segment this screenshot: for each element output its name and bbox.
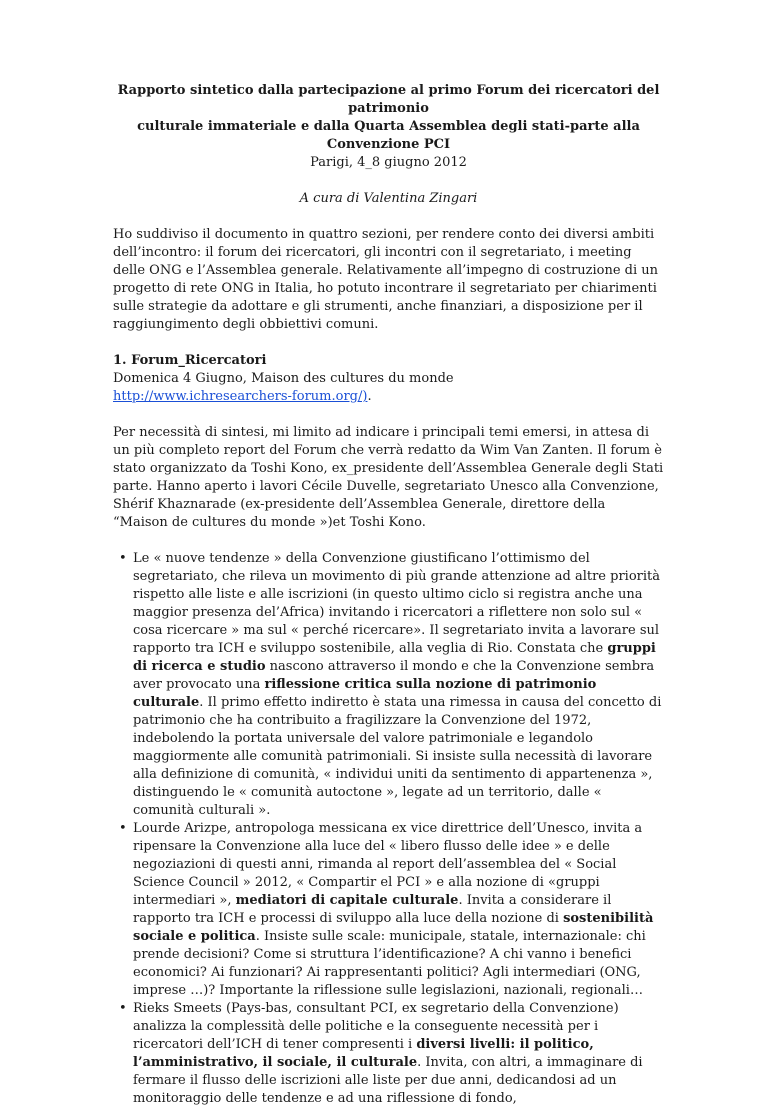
bullet-icon: • bbox=[119, 1001, 127, 1016]
bullet-list bbox=[113, 550, 664, 1108]
section-date-place: Domenica 4 Giugno, Maison des cultures du monde bbox=[113, 371, 454, 386]
link-paragraph bbox=[113, 388, 664, 406]
link-trailing-period: . bbox=[367, 389, 372, 404]
document-title-line1: Rapporto sintetico dalla partecipazione al primo Forum dei ricercatori del patrimonio bbox=[117, 83, 660, 116]
bullet-icon: • bbox=[119, 821, 127, 836]
section-1 bbox=[113, 352, 664, 1108]
place-date: Parigi, 4_8 giugno 2012 bbox=[310, 155, 467, 170]
list-item: • Rieks Smeets (Pays-bas, consultant PCI, ex segretario della Convenzione) analizza la complessità delle politiche e la conseguente necessità per i ricercatori dell’ICH di tener compresenti i diversi livelli: il politico, l’amministrativo, il sociale, il culturale. Invita, con altri, a immaginare di fermare il flusso delle iscrizioni alle liste per due anni, dedicandosi ad un monitoraggio delle tendenze e ad una riflessione di fondo, bbox=[119, 1001, 643, 1106]
section-heading: 1. Forum_Ricercatori bbox=[113, 353, 267, 368]
forum-link[interactable]: http://www.ichresearchers-forum.org/) bbox=[113, 389, 368, 404]
list-item: • Le « nuove tendenze » della Convenzione giustificano l’ottimismo del segretariato, che rileva un movimento di più grande attenzione ad altre priorità rispetto alle liste e alle iscrizioni (in questo ultimo ciclo si registra anche una maggior presenza del’Africa) invitando i ricercatori a riflettere non solo sul « cosa ricercare » ma sul « perché ricercare». Il segretariato invita a lavorare sul rapporto tra ICH e sviluppo sostenibile, alla veglia di Rio. Constata che gruppi di ricerca e studio nascono attraverso il mondo e che la Convenzione sembra aver provocato una riflessione critica sulla nozione di patrimonio culturale. Il primo effetto indiretto è stata una rimessa in causa del concetto di patrimonio che ha contribuito a fragilizzare la Convenzione del 1972, indebolendo la portata universale del valore patrimoniale e legandolo maggiormente alle comunità patrimoniali. Si insiste sulla necessità di lavorare alla definizione di comunità, « individui uniti da sentimento di appartenenza », distinguendo le « comunità autoctone », legate ad un territorio, dalle « comunità culturali ». bbox=[119, 551, 662, 818]
intro-paragraph: Ho suddiviso il documento in quattro sezioni, per rendere conto dei diversi ambiti dell’incontro: il forum dei ricercatori, gli incontri con il segretariato, i meeting delle ONG e l’Assemblea generale. Relativamente all’impegno di costruzione di un progetto di rete ONG in Italia, ho potuto incontrare il segretariato per chiarimenti sulle strategie da adottare e gli strumenti, anche finanziari, a disposizione per il raggiungimento degli obbiettivi comuni. bbox=[113, 227, 659, 332]
bullet-icon: • bbox=[119, 551, 127, 566]
summary-paragraph: Per necessità di sintesi, mi limito ad indicare i principali temi emersi, in attesa di un più completo report del Forum che verrà redatto da Wim Van Zanten. Il forum è stato organizzato da Toshi Kono, ex_presidente dell’Assemblea Generale degli Stati parte. Hanno aperto i lavori Cécile Duvelle, segretariato Unesco alla Convenzione, Shérif Khaznarade (ex-presidente dell’Assemblea Generale, direttore della “Maison de cultures du monde »)et Toshi Kono. bbox=[113, 425, 664, 530]
editor-credit: A cura di Valentina Zingari bbox=[299, 191, 478, 206]
document-title-line2: culturale immateriale e dalla Quarta Assemblea degli stati-parte alla Convenzione PCI bbox=[137, 119, 640, 152]
list-item: • Lourde Arizpe, antropologa messicana ex vice direttrice dell’Unesco, invita a ripensare la Convenzione alla luce del « libero flusso delle idee » e delle negoziazioni di questi anni, rimanda al report dell’assemblea del « Social Science Council » 2012, « Compartir el PCI » e alla nozione di «gruppi intermediari », mediatori di capitale culturale. Invita a considerare il rapporto tra ICH e processi di sviluppo alla luce della nozione di sostenibilità sociale e politica. Insiste sulle scale: municipale, statale, internazionale: chi prende decisioni? Come si struttura l’identificazione? A chi vanno i benefici economici? Ai funzionari? Ai rappresentanti politici? Agli intermediari (ONG, imprese …)? Importante la riflessione sulle legislazioni, nazionali, regionali… bbox=[119, 821, 654, 998]
